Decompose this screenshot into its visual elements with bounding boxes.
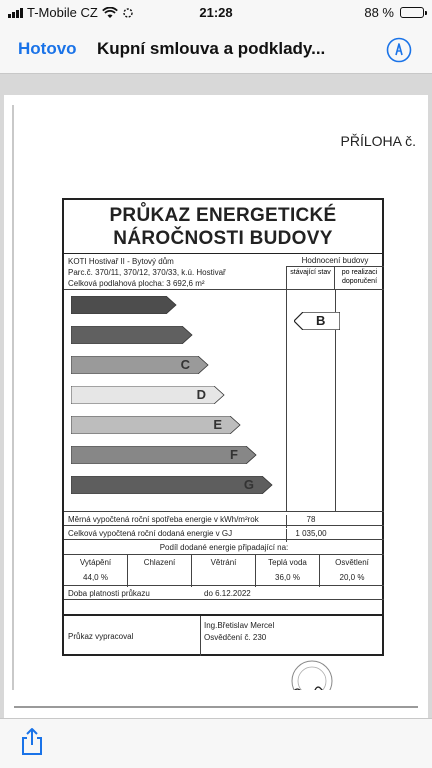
- document-page: [4, 95, 428, 718]
- certificate-title: [64, 200, 382, 254]
- column-divider: [286, 290, 287, 511]
- current-rating-class: B: [316, 313, 326, 328]
- building-name: KOTI Hostivař II - Bytový dům: [68, 257, 174, 266]
- share-cell: [64, 555, 128, 587]
- building-info: [64, 254, 384, 290]
- author-label: Průkaz vypracoval: [68, 632, 134, 641]
- share-cell: [320, 555, 384, 587]
- specific-energy-label: Měrná vypočtená roční spotřeba energie v kWh/m²rok: [68, 515, 259, 524]
- share-name: Vytápění: [79, 558, 112, 567]
- building-details: [68, 256, 226, 289]
- share-name: Chlazení: [143, 558, 176, 567]
- energy-certificate: [62, 198, 384, 616]
- total-energy-label: Celková vypočtená roční dodaná energie v GJ: [68, 529, 233, 538]
- energy-class-label: D: [196, 387, 206, 402]
- energy-share-row: [64, 539, 384, 585]
- share-value: 44,0 %: [83, 573, 108, 582]
- author-block: [204, 620, 274, 644]
- share-name: Větrání: [210, 558, 237, 567]
- certificate-title-line1: PRŮKAZ ENERGETICKÉ: [109, 205, 337, 226]
- battery-percent: 88 %: [364, 5, 394, 20]
- share-name: Osvětlení: [335, 558, 369, 567]
- attachment-label: PŘÍLOHA č.: [340, 133, 416, 149]
- rating-after-header: po realizaci doporučení: [341, 269, 378, 285]
- energy-class-label: C: [180, 357, 190, 372]
- rating-header: Hodnocení budovy: [286, 256, 384, 267]
- document-title: Kupní smlouva a podklady...: [97, 39, 326, 58]
- share-cell: [192, 555, 256, 587]
- energy-class-bar: [71, 476, 274, 494]
- share-cell: [256, 555, 320, 587]
- carrier-name: T-Mobile CZ: [27, 5, 98, 20]
- energy-class-label: G: [243, 477, 254, 492]
- author-row: [62, 616, 384, 656]
- author-name: Ing.Břetislav Mercel: [204, 621, 275, 630]
- energy-class-bar: [71, 446, 258, 464]
- bottom-toolbar: [0, 718, 432, 768]
- energy-share-header: Podíl dodané energie připadající na:: [159, 543, 289, 552]
- building-floor-area: Celková podlahová plocha: 3 692,6 m²: [68, 279, 205, 288]
- energy-class-bar: [71, 386, 226, 404]
- battery-icon: [400, 7, 424, 18]
- energy-class-bar: [71, 416, 242, 434]
- specific-energy-value: 78: [286, 515, 335, 528]
- status-right: [364, 5, 424, 20]
- energy-class-scale: [64, 290, 384, 511]
- certificate-title-line2: NÁROČNOSTI BUDOVY: [113, 228, 333, 249]
- share-cell: [128, 555, 192, 587]
- author-certificate: Osvědčení č. 230: [204, 633, 267, 642]
- page-scan-line: [14, 706, 418, 708]
- markup-pen-icon[interactable]: [386, 37, 412, 63]
- energy-share-grid: [64, 554, 384, 586]
- validity-label: Doba platnosti průkazu: [68, 589, 150, 598]
- column-divider: [200, 616, 201, 656]
- energy-class-label: F: [230, 447, 238, 462]
- share-icon[interactable]: [19, 727, 45, 757]
- validity-row: [64, 585, 384, 599]
- status-bar: [0, 0, 432, 26]
- energy-class-bar: [71, 356, 210, 374]
- document-viewer[interactable]: [0, 75, 432, 718]
- building-parcels: Parc.č. 370/11, 370/12, 370/33, k.ú. Hostivař: [68, 268, 226, 277]
- rating-current-header: stávající stav: [286, 267, 335, 290]
- clock: 21:28: [199, 5, 233, 20]
- energy-class-label: E: [213, 417, 222, 432]
- share-value: 36,0 %: [275, 573, 300, 582]
- specific-energy-row: [64, 511, 384, 525]
- share-name: Teplá voda: [268, 558, 307, 567]
- done-button[interactable]: Hotovo: [18, 39, 77, 58]
- navigation-bar: [0, 26, 432, 74]
- next-document-page: [4, 690, 428, 718]
- energy-class-bar: [71, 296, 178, 314]
- current-rating-marker: [294, 312, 340, 330]
- share-value: 20,0 %: [339, 573, 365, 582]
- total-energy-value: 1 035,00: [286, 529, 335, 542]
- total-energy-row: [64, 525, 384, 539]
- energy-class-bar: [71, 326, 194, 344]
- page-scan-edge: [12, 105, 14, 705]
- validity-value: do 6.12.2022: [204, 589, 251, 598]
